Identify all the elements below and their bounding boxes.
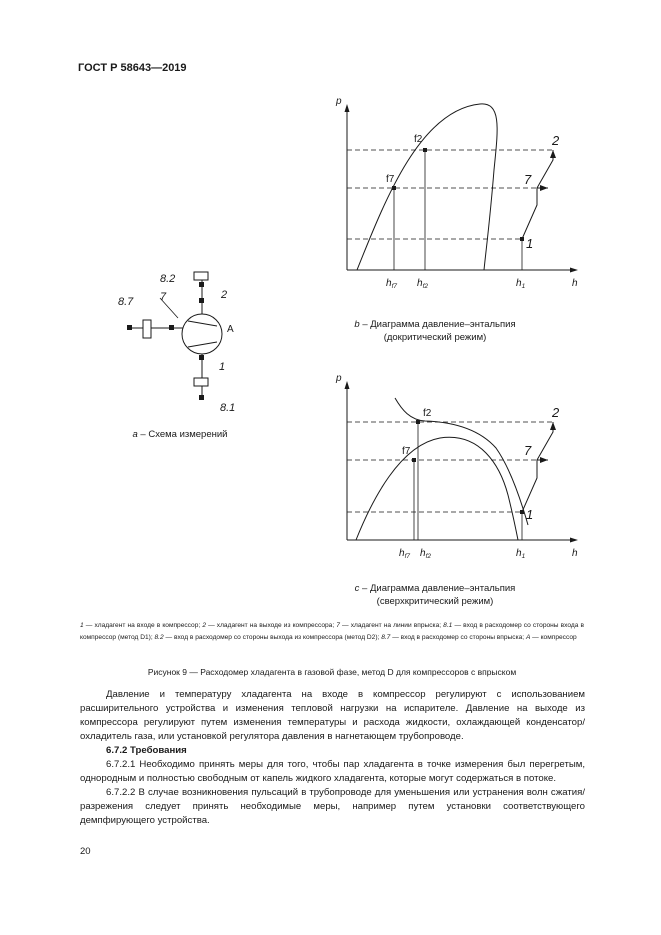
state-label-7: 7 <box>524 443 532 458</box>
caption-b: b – Диаграмма давление–энтальпия (докритический режим) <box>354 319 516 343</box>
tick-label-h1: $h_1$ <box>516 548 526 560</box>
label-A: A <box>227 324 234 335</box>
axis-label-h: h <box>572 548 578 559</box>
ph-diagram-supercritical <box>325 368 590 560</box>
tick-label-hf2: $h_{f2}$ <box>420 548 431 560</box>
compression-path-upper <box>537 422 553 460</box>
body-text <box>80 688 585 828</box>
state-label-1: 1 <box>526 236 534 251</box>
pressure-levels <box>347 422 553 512</box>
ph-diagram-subcritical <box>325 94 590 290</box>
paragraph: 6.7.2.1 Необходимо принять меры для того, чтобы пар хладагента в точке измерения был перегретым, однородным и полностью свободным от капель жидкого хладагента, которые могут содержаться в потоке. <box>80 759 585 784</box>
state-label-2: 2 <box>552 405 560 420</box>
label-7: 7 <box>160 291 167 303</box>
paragraph: Давление и температуру хладагента на входе в компрессор регулируют с использованием расширительного устройства и изменения тепловой нагрузки на испарителе. Давление на выходе из компрессора регулируют путем изменения температуры и расхода жидкости, охлаждающей конденсатор/охладитель газа, или установкой регулятора давления в нагнетающем трубопроводе. <box>80 689 585 742</box>
tick-label-h1: $h_1$ <box>516 278 526 290</box>
measurement-schema <box>100 262 260 422</box>
section-heading: 6.7.2 Требования <box>106 745 187 756</box>
legend-key: 8.2 <box>154 633 164 641</box>
compressor-symbol <box>182 314 222 354</box>
label-2: 2 <box>221 289 228 301</box>
legend-text: — компрессор <box>530 633 577 641</box>
tick-label-hf7: $h_{f7}$ <box>386 278 397 290</box>
point-label-f7: f7 <box>386 174 395 185</box>
label-8-1: 8.1 <box>220 402 236 414</box>
legend-key: 7 <box>336 622 340 629</box>
axis-label-p: p <box>336 373 342 384</box>
pressure-levels <box>347 150 553 239</box>
paragraph: 6.7.2.2 В случае возникновения пульсаций в трубопроводе для уменьшения или устранения волн сжатия/разрежения следует принять необходимые меры, например путем установки соответствующего демпфирующего устройства. <box>80 787 585 826</box>
point-8-7-marker <box>127 325 132 330</box>
legend-text: — вход в расходомер со стороны выхода из компрессора (метод D2); <box>163 633 382 641</box>
saturation-dome <box>356 437 518 540</box>
tick-label-hf7: $h_{f7}$ <box>399 548 410 560</box>
label-1: 1 <box>219 361 226 373</box>
point-1-marker <box>199 355 204 360</box>
compression-path-lower <box>522 460 548 512</box>
compression-path-lower <box>522 188 548 239</box>
axis-label-p: p <box>336 96 342 107</box>
state-label-1: 1 <box>526 507 534 522</box>
legend-text: — вход в расходомер со стороны впрыска; <box>390 633 526 641</box>
legend-text: — хладагент на входе в компрессор; <box>83 622 203 629</box>
point-2-marker <box>199 298 204 303</box>
legend-key: A <box>525 633 531 641</box>
point-label-f2: f2 <box>423 408 432 419</box>
point-8-2-marker <box>199 282 204 287</box>
saturation-dome <box>357 104 497 270</box>
legend-key: 8.7 <box>381 633 391 641</box>
figure-legend <box>80 620 584 643</box>
legend-key: 2 <box>202 622 206 629</box>
legend-key: 1 <box>80 622 84 629</box>
legend-key: 8.1 <box>443 622 453 629</box>
label-8-2: 8.2 <box>160 273 176 285</box>
caption-c: c – Диаграмма давление–энтальпия (сверхкритический режим) <box>354 583 516 607</box>
caption-a: a – Схема измерений <box>132 429 228 440</box>
page-number: 20 <box>80 846 91 857</box>
axis-label-h: h <box>572 278 578 289</box>
point-label-f2: f2 <box>414 134 423 145</box>
compression-path-upper <box>537 150 553 188</box>
tick-label-hf2: $h_{f2}$ <box>417 278 428 290</box>
state-label-2: 2 <box>552 133 560 148</box>
legend-text: — хладагент на выходе из компрессора; <box>206 622 337 629</box>
point-label-f7: f7 <box>402 446 411 457</box>
point-8-1-marker <box>199 395 204 400</box>
point-7-marker <box>169 325 174 330</box>
label-8-7: 8.7 <box>118 296 134 308</box>
figure-title: Рисунок 9 — Расходомер хладагента в газовой фазе, метод D для компрессоров с впрыском <box>147 667 517 677</box>
document-header: ГОСТ Р 58643—2019 <box>78 62 187 74</box>
legend-text: — хладагент на линии впрыска; <box>339 622 444 629</box>
state-label-7: 7 <box>524 172 532 187</box>
legend-text: — вход в расходомер со стороны входа в компрессор (метод D1); <box>80 622 584 641</box>
